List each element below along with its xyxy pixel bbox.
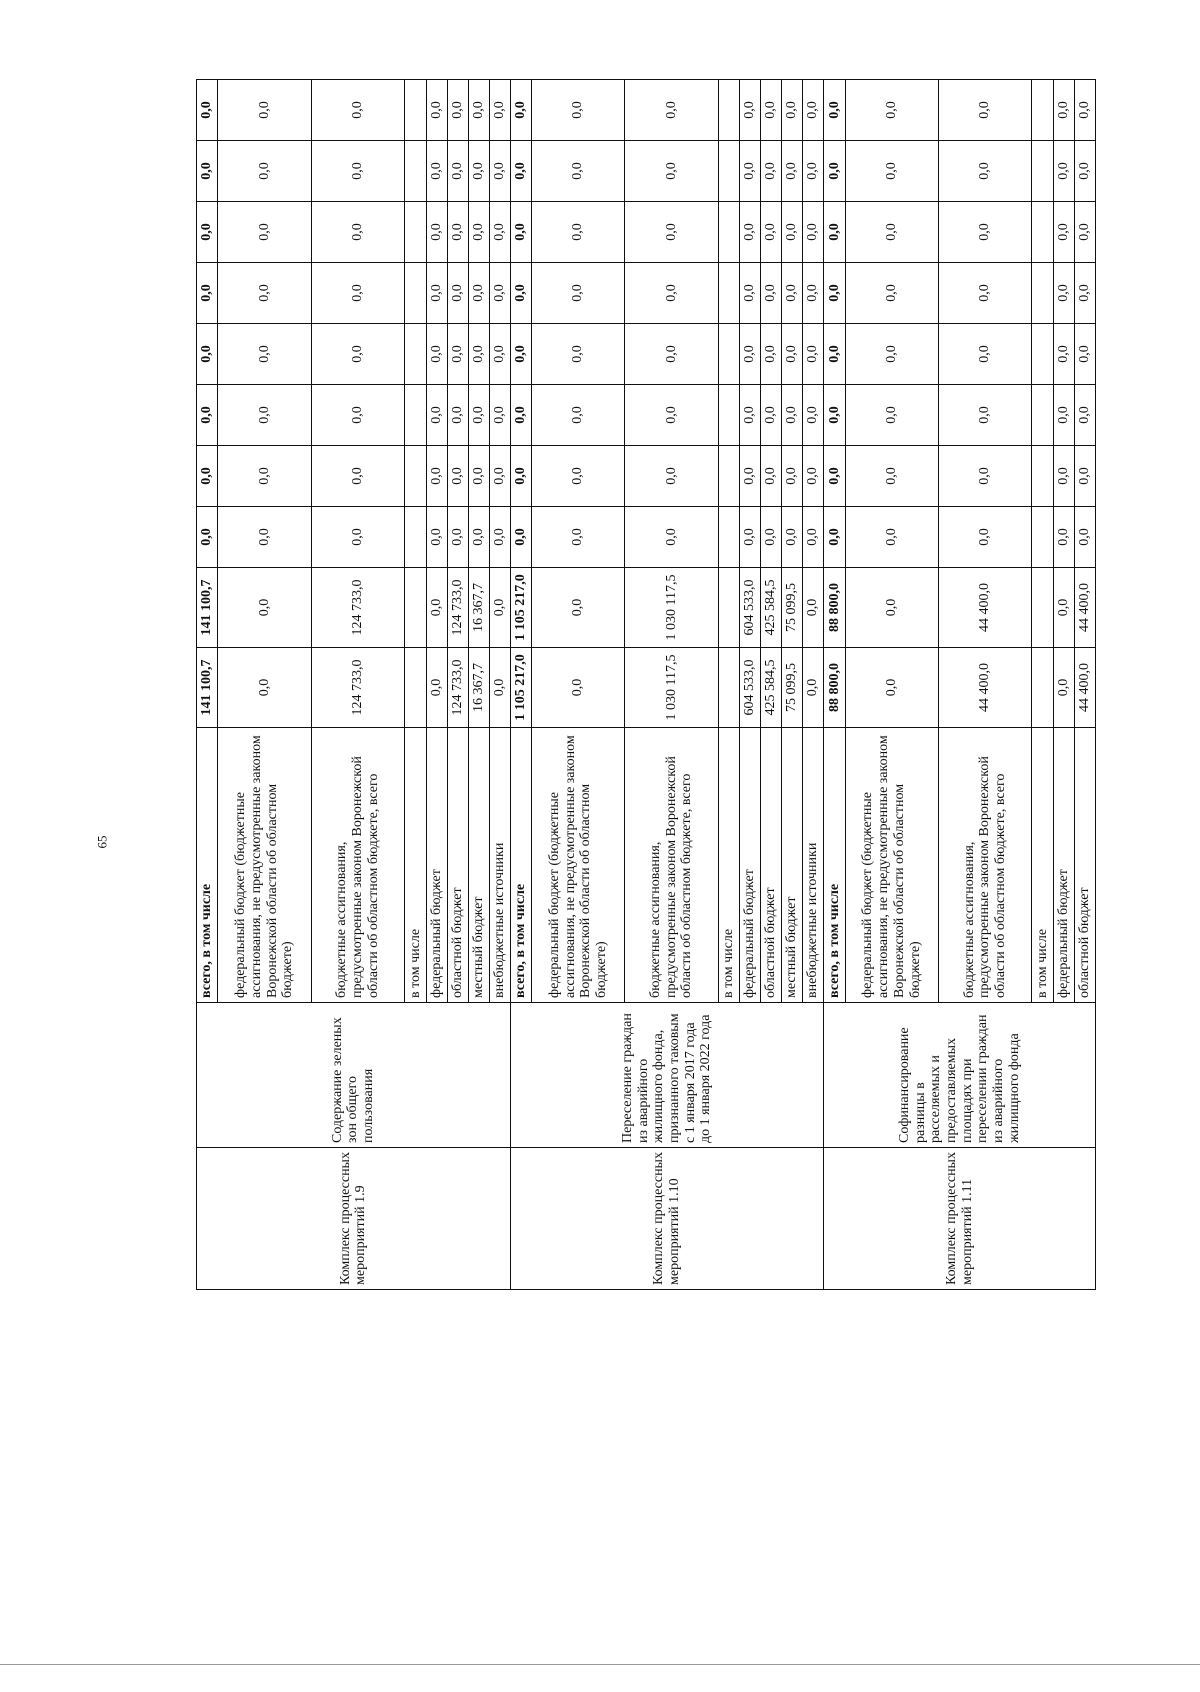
value-cell: 0,0 xyxy=(803,648,824,728)
rotated-table-frame xyxy=(196,80,1096,1290)
value-cell: 0,0 xyxy=(197,446,218,507)
funding-source-label: внебюджетные источники xyxy=(803,728,824,1003)
value-cell: 0,0 xyxy=(510,507,531,568)
value-cell: 0,0 xyxy=(1074,324,1095,385)
value-cell: 0,0 xyxy=(532,80,625,141)
value-cell xyxy=(718,568,739,648)
funding-source-label: федеральный бюджет (бюджетные ассигнования, не предусмотренные законом Воронежской области об областном бюджете) xyxy=(218,728,311,1003)
value-cell: 0,0 xyxy=(824,385,845,446)
complex-name-cell: Комплекс процессных мероприятий 1.11 xyxy=(824,1148,1096,1290)
value-cell: 0,0 xyxy=(761,202,782,263)
value-cell: 141 100,7 xyxy=(197,568,218,648)
value-cell: 0,0 xyxy=(939,324,1032,385)
value-cell: 0,0 xyxy=(468,80,489,141)
value-cell: 0,0 xyxy=(532,507,625,568)
value-cell: 1 105 217,0 xyxy=(510,648,531,728)
value-cell: 0,0 xyxy=(468,507,489,568)
value-cell: 0,0 xyxy=(782,446,803,507)
value-cell xyxy=(405,385,426,446)
value-cell: 0,0 xyxy=(740,385,761,446)
value-cell: 0,0 xyxy=(939,80,1032,141)
value-cell: 0,0 xyxy=(740,507,761,568)
value-cell: 0,0 xyxy=(426,141,447,202)
value-cell: 0,0 xyxy=(1053,446,1074,507)
value-cell: 0,0 xyxy=(803,385,824,446)
value-cell: 0,0 xyxy=(939,141,1032,202)
value-cell: 88 800,0 xyxy=(824,568,845,648)
value-cell xyxy=(1032,263,1053,324)
value-cell: 0,0 xyxy=(1053,648,1074,728)
table-row xyxy=(824,80,845,1290)
value-cell: 0,0 xyxy=(740,202,761,263)
value-cell xyxy=(1032,80,1053,141)
funding-source-label: бюджетные ассигнования, предусмотренные законом Воронежской области об областном бюджете, всего xyxy=(311,728,404,1003)
value-cell: 0,0 xyxy=(489,141,510,202)
value-cell: 0,0 xyxy=(532,202,625,263)
activity-name-cell: Переселение граждан из аварийного жилищного фонда, признанного таковым с 1 января 2017 года до 1 января 2022 года xyxy=(510,1003,824,1148)
value-cell: 0,0 xyxy=(1053,263,1074,324)
value-cell: 0,0 xyxy=(468,446,489,507)
complex-name-cell: Комплекс процессных мероприятий 1.10 xyxy=(510,1148,824,1290)
value-cell: 0,0 xyxy=(426,385,447,446)
value-cell: 0,0 xyxy=(845,507,938,568)
value-cell: 0,0 xyxy=(803,507,824,568)
value-cell: 0,0 xyxy=(532,263,625,324)
funding-source-label: бюджетные ассигнования, предусмотренные законом Воронежской области об областном бюджете, всего xyxy=(625,728,718,1003)
value-cell: 0,0 xyxy=(218,507,311,568)
funding-source-label: областной бюджет xyxy=(1074,728,1095,1003)
value-cell: 0,0 xyxy=(625,141,718,202)
value-cell: 16 367,7 xyxy=(468,648,489,728)
value-cell: 0,0 xyxy=(845,263,938,324)
value-cell xyxy=(1032,202,1053,263)
funding-source-label: внебюджетные источники xyxy=(489,728,510,1003)
value-cell: 0,0 xyxy=(218,568,311,648)
value-cell: 0,0 xyxy=(824,446,845,507)
funding-source-label: в том числе xyxy=(405,728,426,1003)
value-cell: 0,0 xyxy=(1074,263,1095,324)
value-cell: 0,0 xyxy=(1074,507,1095,568)
value-cell: 75 099,5 xyxy=(782,648,803,728)
value-cell xyxy=(718,648,739,728)
value-cell xyxy=(405,507,426,568)
value-cell: 0,0 xyxy=(1053,202,1074,263)
value-cell: 0,0 xyxy=(197,141,218,202)
value-cell: 0,0 xyxy=(218,202,311,263)
funding-source-label: всего, в том числе xyxy=(197,728,218,1003)
value-cell: 124 733,0 xyxy=(311,568,404,648)
value-cell xyxy=(1032,568,1053,648)
value-cell: 0,0 xyxy=(1053,80,1074,141)
funding-source-label: федеральный бюджет xyxy=(740,728,761,1003)
value-cell xyxy=(1032,507,1053,568)
value-cell: 0,0 xyxy=(468,385,489,446)
value-cell: 0,0 xyxy=(311,385,404,446)
value-cell: 0,0 xyxy=(447,202,468,263)
value-cell: 604 533,0 xyxy=(740,648,761,728)
value-cell: 0,0 xyxy=(311,507,404,568)
value-cell: 0,0 xyxy=(740,324,761,385)
value-cell: 0,0 xyxy=(197,202,218,263)
value-cell: 0,0 xyxy=(803,446,824,507)
value-cell: 0,0 xyxy=(489,446,510,507)
value-cell xyxy=(718,141,739,202)
value-cell: 0,0 xyxy=(426,648,447,728)
value-cell xyxy=(718,385,739,446)
value-cell: 0,0 xyxy=(782,507,803,568)
funding-source-label: федеральный бюджет (бюджетные ассигнования, не предусмотренные законом Воронежской области об областном бюджете) xyxy=(532,728,625,1003)
value-cell: 0,0 xyxy=(510,80,531,141)
value-cell: 0,0 xyxy=(510,263,531,324)
activity-name-cell: Содержание зеленых зон общего пользования xyxy=(197,1003,511,1148)
value-cell xyxy=(718,324,739,385)
value-cell xyxy=(405,324,426,385)
funding-source-label: местный бюджет xyxy=(782,728,803,1003)
value-cell: 0,0 xyxy=(939,263,1032,324)
value-cell: 0,0 xyxy=(782,202,803,263)
value-cell: 124 733,0 xyxy=(447,568,468,648)
funding-source-label: федеральный бюджет xyxy=(426,728,447,1003)
value-cell xyxy=(405,80,426,141)
value-cell: 0,0 xyxy=(845,446,938,507)
value-cell: 0,0 xyxy=(489,568,510,648)
value-cell: 0,0 xyxy=(197,385,218,446)
value-cell: 0,0 xyxy=(197,80,218,141)
value-cell: 0,0 xyxy=(218,385,311,446)
value-cell: 0,0 xyxy=(740,263,761,324)
value-cell: 0,0 xyxy=(489,648,510,728)
value-cell: 44 400,0 xyxy=(939,648,1032,728)
value-cell: 0,0 xyxy=(426,324,447,385)
value-cell: 124 733,0 xyxy=(311,648,404,728)
value-cell xyxy=(405,141,426,202)
value-cell: 0,0 xyxy=(761,446,782,507)
value-cell: 0,0 xyxy=(447,385,468,446)
value-cell: 0,0 xyxy=(532,324,625,385)
value-cell: 0,0 xyxy=(468,141,489,202)
value-cell: 0,0 xyxy=(625,202,718,263)
value-cell: 0,0 xyxy=(489,80,510,141)
value-cell xyxy=(718,80,739,141)
value-cell xyxy=(718,507,739,568)
value-cell: 0,0 xyxy=(447,324,468,385)
funding-source-label: областной бюджет xyxy=(447,728,468,1003)
value-cell: 141 100,7 xyxy=(197,648,218,728)
funding-source-label: бюджетные ассигнования, предусмотренные законом Воронежской области об областном бюджете, всего xyxy=(939,728,1032,1003)
value-cell: 0,0 xyxy=(447,507,468,568)
value-cell xyxy=(1032,141,1053,202)
value-cell: 0,0 xyxy=(782,324,803,385)
value-cell: 0,0 xyxy=(803,202,824,263)
value-cell: 0,0 xyxy=(761,263,782,324)
funding-source-label: всего, в том числе xyxy=(824,728,845,1003)
value-cell: 604 533,0 xyxy=(740,568,761,648)
value-cell: 0,0 xyxy=(824,202,845,263)
table-row xyxy=(510,80,531,1290)
value-cell: 0,0 xyxy=(468,263,489,324)
value-cell: 0,0 xyxy=(761,385,782,446)
value-cell: 0,0 xyxy=(1074,141,1095,202)
value-cell: 0,0 xyxy=(197,324,218,385)
value-cell: 0,0 xyxy=(1053,141,1074,202)
value-cell: 0,0 xyxy=(845,324,938,385)
value-cell: 44 400,0 xyxy=(1074,568,1095,648)
value-cell xyxy=(1032,648,1053,728)
funding-source-label: федеральный бюджет (бюджетные ассигнования, не предусмотренные законом Воронежской области об областном бюджете) xyxy=(845,728,938,1003)
value-cell xyxy=(1032,446,1053,507)
value-cell xyxy=(1032,324,1053,385)
value-cell: 0,0 xyxy=(510,202,531,263)
value-cell: 0,0 xyxy=(1074,385,1095,446)
value-cell: 0,0 xyxy=(1053,385,1074,446)
value-cell xyxy=(1032,385,1053,446)
value-cell: 0,0 xyxy=(845,141,938,202)
value-cell: 0,0 xyxy=(532,446,625,507)
value-cell: 16 367,7 xyxy=(468,568,489,648)
value-cell: 0,0 xyxy=(803,80,824,141)
value-cell: 0,0 xyxy=(1053,568,1074,648)
value-cell: 0,0 xyxy=(426,80,447,141)
value-cell: 0,0 xyxy=(218,141,311,202)
value-cell: 0,0 xyxy=(845,80,938,141)
value-cell: 0,0 xyxy=(803,324,824,385)
funding-source-label: местный бюджет xyxy=(468,728,489,1003)
value-cell: 0,0 xyxy=(311,141,404,202)
value-cell: 0,0 xyxy=(489,202,510,263)
value-cell: 0,0 xyxy=(1074,80,1095,141)
page-number: 65 xyxy=(94,835,110,849)
value-cell: 88 800,0 xyxy=(824,648,845,728)
value-cell: 0,0 xyxy=(447,263,468,324)
value-cell: 0,0 xyxy=(197,263,218,324)
value-cell: 0,0 xyxy=(532,568,625,648)
value-cell: 0,0 xyxy=(761,141,782,202)
value-cell: 1 030 117,5 xyxy=(625,648,718,728)
value-cell: 0,0 xyxy=(447,80,468,141)
value-cell: 0,0 xyxy=(1074,202,1095,263)
value-cell: 0,0 xyxy=(510,385,531,446)
value-cell: 0,0 xyxy=(311,263,404,324)
value-cell: 75 099,5 xyxy=(782,568,803,648)
value-cell: 0,0 xyxy=(1074,446,1095,507)
value-cell: 0,0 xyxy=(510,446,531,507)
value-cell: 0,0 xyxy=(824,141,845,202)
value-cell: 0,0 xyxy=(218,446,311,507)
value-cell: 0,0 xyxy=(426,568,447,648)
value-cell: 0,0 xyxy=(845,202,938,263)
value-cell xyxy=(405,648,426,728)
value-cell: 0,0 xyxy=(782,385,803,446)
value-cell: 0,0 xyxy=(311,202,404,263)
budget-table xyxy=(196,79,1096,1290)
value-cell xyxy=(405,263,426,324)
value-cell: 0,0 xyxy=(532,141,625,202)
value-cell: 0,0 xyxy=(845,385,938,446)
value-cell: 0,0 xyxy=(625,80,718,141)
table-body xyxy=(197,80,1096,1290)
value-cell: 0,0 xyxy=(311,446,404,507)
value-cell: 0,0 xyxy=(218,263,311,324)
value-cell: 0,0 xyxy=(489,385,510,446)
value-cell: 0,0 xyxy=(761,507,782,568)
value-cell: 0,0 xyxy=(761,80,782,141)
value-cell: 0,0 xyxy=(740,446,761,507)
value-cell: 0,0 xyxy=(489,507,510,568)
value-cell: 0,0 xyxy=(761,324,782,385)
value-cell: 425 584,5 xyxy=(761,648,782,728)
value-cell: 0,0 xyxy=(510,324,531,385)
value-cell: 0,0 xyxy=(625,263,718,324)
value-cell: 425 584,5 xyxy=(761,568,782,648)
value-cell xyxy=(718,446,739,507)
value-cell: 0,0 xyxy=(532,385,625,446)
value-cell: 0,0 xyxy=(197,507,218,568)
value-cell: 0,0 xyxy=(468,324,489,385)
value-cell: 0,0 xyxy=(311,80,404,141)
value-cell: 0,0 xyxy=(845,568,938,648)
value-cell xyxy=(405,568,426,648)
value-cell: 0,0 xyxy=(740,141,761,202)
value-cell: 44 400,0 xyxy=(1074,648,1095,728)
value-cell: 0,0 xyxy=(532,648,625,728)
value-cell: 1 030 117,5 xyxy=(625,568,718,648)
value-cell: 0,0 xyxy=(824,263,845,324)
value-cell: 0,0 xyxy=(1053,507,1074,568)
value-cell: 0,0 xyxy=(824,324,845,385)
value-cell: 124 733,0 xyxy=(447,648,468,728)
value-cell: 0,0 xyxy=(939,385,1032,446)
value-cell: 0,0 xyxy=(489,263,510,324)
value-cell: 0,0 xyxy=(489,324,510,385)
value-cell: 0,0 xyxy=(447,446,468,507)
value-cell: 0,0 xyxy=(468,202,489,263)
value-cell: 0,0 xyxy=(939,202,1032,263)
funding-source-label: всего, в том числе xyxy=(510,728,531,1003)
value-cell: 0,0 xyxy=(939,507,1032,568)
value-cell: 0,0 xyxy=(218,80,311,141)
value-cell xyxy=(405,202,426,263)
value-cell: 0,0 xyxy=(782,80,803,141)
value-cell: 0,0 xyxy=(803,568,824,648)
value-cell xyxy=(718,202,739,263)
value-cell: 0,0 xyxy=(510,141,531,202)
value-cell: 0,0 xyxy=(447,141,468,202)
value-cell: 0,0 xyxy=(782,263,803,324)
value-cell: 1 105 217,0 xyxy=(510,568,531,648)
value-cell: 0,0 xyxy=(426,202,447,263)
value-cell xyxy=(718,263,739,324)
value-cell: 0,0 xyxy=(824,80,845,141)
value-cell: 0,0 xyxy=(426,446,447,507)
funding-source-label: в том числе xyxy=(718,728,739,1003)
value-cell: 0,0 xyxy=(625,324,718,385)
value-cell: 0,0 xyxy=(803,263,824,324)
value-cell: 0,0 xyxy=(803,141,824,202)
activity-name-cell: Софинансирование разницы в расселяемых и предоставляемых площадях при переселении граждан из аварийного жилищного фонда xyxy=(824,1003,1096,1148)
value-cell: 0,0 xyxy=(782,141,803,202)
value-cell xyxy=(405,446,426,507)
table-row xyxy=(197,80,218,1290)
value-cell: 0,0 xyxy=(218,324,311,385)
value-cell: 0,0 xyxy=(740,80,761,141)
value-cell: 0,0 xyxy=(218,648,311,728)
scan-edge-line xyxy=(0,1664,1200,1665)
value-cell: 0,0 xyxy=(426,263,447,324)
value-cell: 0,0 xyxy=(625,446,718,507)
value-cell: 0,0 xyxy=(1053,324,1074,385)
value-cell: 0,0 xyxy=(426,507,447,568)
value-cell: 0,0 xyxy=(625,507,718,568)
value-cell: 0,0 xyxy=(824,507,845,568)
value-cell: 0,0 xyxy=(311,324,404,385)
complex-name-cell: Комплекс процессных мероприятий 1.9 xyxy=(197,1148,511,1290)
funding-source-label: в том числе xyxy=(1032,728,1053,1003)
value-cell: 0,0 xyxy=(625,385,718,446)
value-cell: 44 400,0 xyxy=(939,568,1032,648)
value-cell: 0,0 xyxy=(845,648,938,728)
funding-source-label: федеральный бюджет xyxy=(1053,728,1074,1003)
funding-source-label: областной бюджет xyxy=(761,728,782,1003)
value-cell: 0,0 xyxy=(939,446,1032,507)
